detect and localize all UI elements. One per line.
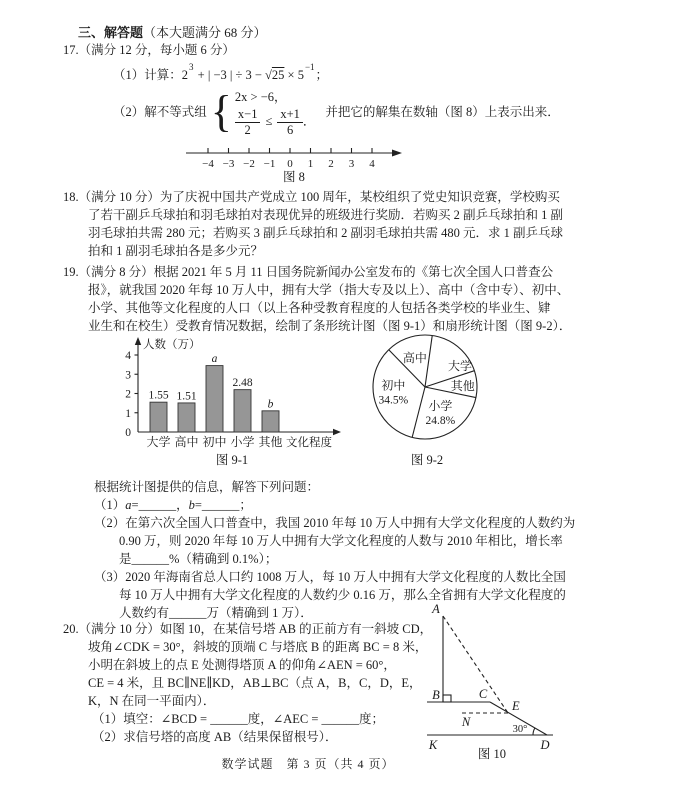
- q20-line: K，N 在同一平面内）．: [88, 694, 216, 708]
- figure-10: [424, 592, 636, 772]
- system-period: ．: [302, 114, 316, 129]
- x-category-label: 初中: [202, 435, 227, 449]
- fraction-left: $\frac{x-1}{2}$: [235, 108, 261, 137]
- q19-line: 业生和在校生）受教育情况数据，绘制了条形统计图（图 9-1）和扇形统计图（图 9-2）．: [88, 319, 572, 333]
- q20-sub1: （1）填空：∠BCD = ______度，∠AEC = ______度；: [92, 712, 384, 726]
- y-tick-label: 0: [125, 427, 131, 439]
- q17-p1-radicand: 25: [271, 68, 285, 83]
- q18-line: 了若干副乒乓球拍和羽毛球拍对表现优异的班级进行奖励．若购买 2 副乒乓球拍和 1 副: [88, 208, 564, 222]
- x-axis-arrow: [333, 429, 341, 435]
- q19-sub-intro: 根据统计图提供的信息，解答下列问题：: [94, 480, 320, 494]
- q17-p1-label: （1）计算：: [113, 68, 182, 83]
- q18-block: [63, 188, 563, 260]
- q17-p2-tail: 并把它的解集在数轴（图 8）上表示出来．: [325, 105, 560, 119]
- point-label-D: D: [540, 738, 550, 752]
- brace-glyph: {: [210, 87, 232, 136]
- q20-line: 坡角∠CDK = 30°，斜坡的顶端 C 与塔底 B 的距离 BC = 8 米，: [88, 640, 428, 654]
- tick-label: 1: [307, 158, 314, 170]
- q19-sub2-line: （2）在第六次全国人口普查中，我国 2010 年每 10 万人中拥有大学文化程度的人数约为: [94, 516, 576, 530]
- slice-pct-label: 24.8%: [425, 414, 456, 427]
- section-title-main: 三、解答题: [78, 25, 144, 40]
- q19-line: 报》，就我国 2020 年每 10 万人中，拥有大学（指大专及以上）、高中（含中专）、初中、: [88, 283, 570, 297]
- q18-line: 拍和 1 副羽毛球拍各是多少元？: [88, 244, 264, 258]
- figure9-2-caption: 图 9-2: [410, 453, 444, 467]
- number-line: [183, 140, 405, 170]
- right-angle-mark: [443, 695, 451, 702]
- y-axis-title: 人数（万）: [143, 339, 201, 351]
- bar-大学: [150, 402, 167, 432]
- x-category-label: 小学: [230, 435, 255, 449]
- bar-小学: [234, 390, 251, 432]
- bar-初中: [206, 366, 223, 432]
- inequality-1: 2x > −6，: [234, 89, 287, 104]
- q20-line: 20.（满分 10 分）如图 10，在某信号塔 AB 的正前方有一斜坡 CD，: [63, 622, 433, 636]
- comma: ，: [176, 498, 189, 512]
- bar-高中: [178, 403, 195, 432]
- var-b: b: [188, 498, 195, 512]
- axis-arrow: [392, 150, 402, 157]
- q19-sub1-label: （1）: [94, 498, 126, 512]
- blank-a: ______: [138, 498, 177, 512]
- point-label-B: B: [432, 688, 440, 702]
- leq-sign: ≤: [265, 114, 273, 129]
- slice-name-label: 大学: [447, 358, 472, 373]
- bar-value-label: 1.51: [176, 390, 197, 403]
- y-tick-label: 4: [125, 350, 131, 362]
- angle-value-label: 30°: [512, 724, 528, 735]
- semicolon: ；: [239, 498, 252, 512]
- q17-p1-base1: 2: [181, 68, 189, 83]
- slice-name-label: 初中: [381, 378, 406, 393]
- blank-b: ______: [201, 498, 240, 512]
- q19-line: 19.（满分 8 分）根据 2021 年 5 月 11 日国务院新闻办公室发布的《第七次全国人口普查公: [63, 265, 554, 279]
- x-category-label: 高中: [174, 435, 199, 449]
- figure9-1-caption: 图 9-1: [215, 453, 249, 467]
- angle-arc-30: [533, 728, 535, 735]
- var-a: a: [125, 498, 132, 512]
- point-label-C: C: [478, 687, 488, 701]
- tick-label: 3: [348, 158, 355, 170]
- tick-label: −2: [243, 158, 255, 170]
- q20-line: CE = 4 米，且 BC∥NE∥KD，AB⊥BC（点 A，B，C，D，E，: [88, 676, 422, 690]
- q19-sub3-line: 每 10 万人中拥有大学文化程度的人数约少 0.16 万，那么全省拥有大学文化程度的: [119, 588, 566, 602]
- x-axis-title: 文化程度: [286, 437, 332, 449]
- point-label-K: K: [428, 738, 438, 752]
- q18-line: 18.（满分 10 分）为了庆祝中国共产党成立 100 周年，某校组织了党史知识竞赛，学校购买: [63, 190, 560, 204]
- tick-label: 4: [369, 158, 375, 170]
- bar-value-label: 1.55: [148, 389, 169, 402]
- section-title: [78, 22, 267, 41]
- tick-label: −3: [222, 158, 235, 170]
- slice-name-label: 高中: [402, 350, 427, 365]
- tick-label: −1: [263, 158, 276, 170]
- section-title-score: （本大题满分 68 分）: [143, 25, 267, 40]
- bar-value-label: b: [267, 398, 274, 411]
- x-category-label: 其他: [258, 435, 283, 449]
- q17-p2-label: （2）解不等式组: [113, 105, 207, 119]
- fraction-right: $\frac{x+1}{6}$: [277, 108, 303, 137]
- q20-sub2: （2）求信号塔的高度 AB（结果保留根号）．: [92, 730, 338, 744]
- bar-chart: [112, 336, 352, 454]
- bar-value-label: a: [211, 353, 218, 366]
- q19-line: 小学、其他等文化程度的人口（以上各种受教育程度的人包括各类学校的毕业生、肄: [88, 301, 551, 315]
- q19-sub3-line: 人数约有______万（精确到 1 万）．: [119, 606, 313, 620]
- q19-block: [63, 263, 571, 335]
- q17-p1-mid: + | −3 | ÷ 3 −: [194, 68, 266, 83]
- y-tick-label: 1: [125, 407, 131, 420]
- point-label-E: E: [512, 699, 520, 713]
- q20-block: [63, 620, 432, 746]
- figure10-caption: 图 10: [477, 747, 507, 761]
- q17-part1: [113, 62, 328, 84]
- tick-label: 0: [287, 158, 293, 170]
- tick-label: −4: [202, 158, 214, 170]
- q17-heading: 17.（满分 12 分，每小题 6 分）: [63, 43, 235, 57]
- x-category-label: 大学: [146, 435, 171, 449]
- slice-name-label: 小学: [428, 398, 453, 413]
- q18-line: 羽毛球拍共需 280 元；若购买 3 副乒乓球拍和 2 副羽毛球拍共需 480 元．求 1 副乒乓球: [88, 226, 564, 240]
- point-label-A: A: [432, 602, 440, 616]
- eq-sign: =: [194, 498, 202, 512]
- q17-part2: [113, 86, 560, 138]
- slice-name-label: 其他: [450, 379, 475, 394]
- q17-p1-exp2: −1: [304, 62, 315, 72]
- slice-pct-label: 34.5%: [378, 394, 409, 407]
- q17-p1-end: ；: [315, 68, 329, 83]
- q17-p1-exp1: 3: [189, 62, 194, 72]
- y-tick-label: 2: [125, 388, 131, 401]
- q17-p1-base2: 5: [297, 68, 304, 83]
- inequality-2: [235, 108, 316, 137]
- q19-sub2-line: 是______%（精确到 0.1%）；: [119, 552, 278, 566]
- radical-sign: √: [265, 68, 272, 83]
- q19-sub1: [94, 496, 575, 514]
- y-axis-arrow: [135, 337, 141, 345]
- bar-其他: [262, 411, 279, 432]
- tick-label: 2: [328, 158, 334, 170]
- y-tick-label: 3: [125, 369, 131, 382]
- q19-sub2-line: 0.90 万，则 2020 年每 10 万人中拥有大学文化程度的人数与 2010 年相比，增长率: [119, 534, 563, 548]
- page-footer: 数学试题 第 3 页（共 4 页）: [221, 757, 395, 771]
- q20-line: 小明在斜坡上的点 E 处测得塔顶 A 的仰角∠AEN = 60°，: [88, 658, 396, 672]
- eq-sign: =: [131, 498, 139, 512]
- q17-p1-times: ×: [284, 68, 298, 83]
- point-label-N: N: [461, 715, 471, 729]
- bar-value-label: 2.48: [232, 377, 253, 390]
- pie-chart: [352, 326, 502, 446]
- q19-sub3-line: （3）2020 年海南省总人口约 1008 万人，每 10 万人中拥有大学文化程度的人数比全国: [94, 570, 566, 584]
- figure8-caption: 图 8: [283, 170, 305, 184]
- sightline-AE: [443, 616, 508, 713]
- inequality-system: [235, 87, 316, 137]
